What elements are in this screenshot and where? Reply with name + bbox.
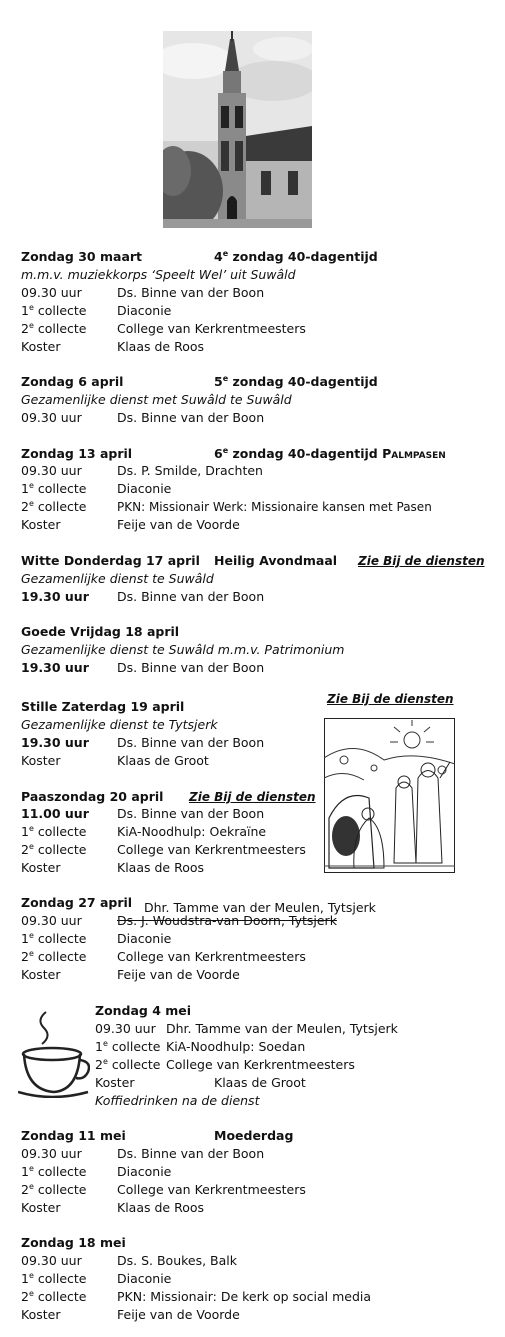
service-note: Gezamenlijke dienst te Suwâld <box>21 571 214 586</box>
row-value: Feije van de Voorde <box>117 1307 240 1322</box>
row-value: Ds. S. Boukes, Balk <box>117 1253 238 1268</box>
service-date: Witte Donderdag 17 april <box>21 553 200 568</box>
row-value: College van Kerkrentmeesters <box>117 842 306 857</box>
row-value: College van Kerkrentmeesters <box>117 949 306 964</box>
row-label: 2e collecte <box>95 1057 161 1072</box>
row-label: 09.30 uur <box>21 913 82 928</box>
service-theme: 5e zondag 40-dagentijd <box>214 374 378 389</box>
row-value: Ds. Binne van der Boon <box>117 285 265 300</box>
service-date: Stille Zaterdag 19 april <box>21 699 185 714</box>
see-services-link[interactable]: Zie Bij de diensten <box>358 554 485 568</box>
service-theme: Moederdag <box>214 1128 294 1143</box>
row-label: 1e collecte <box>21 303 87 318</box>
service-date: Zondag 11 mei <box>21 1128 126 1143</box>
row-label: Koster <box>21 339 61 354</box>
service-theme: 4e zondag 40-dagentijd <box>214 249 378 264</box>
service-note: Gezamenlijke dienst te Tytsjerk <box>21 717 218 732</box>
row-value: Ds. Binne van der Boon <box>117 589 265 604</box>
row-label: 2e collecte <box>21 1182 87 1197</box>
service-note: Gezamenlijke dienst te Suwâld m.m.v. Patrimonium <box>21 642 345 657</box>
row-value: Klaas de Roos <box>117 860 205 875</box>
row-label: Koster <box>21 1307 61 1322</box>
replacement-minister: Dhr. Tamme van der Meulen, Tytsjerk <box>144 900 376 915</box>
row-value: Klaas de Groot <box>117 753 209 768</box>
row-label: 09.30 uur <box>21 1253 82 1268</box>
row-value: KiA-Noodhulp: Soedan <box>166 1039 306 1054</box>
row-label: 1e collecte <box>21 1164 87 1179</box>
row-label: 2e collecte <box>21 321 87 336</box>
row-label: 19.30 uur <box>21 660 89 675</box>
row-label: 1e collecte <box>21 481 87 496</box>
row-value: Diaconie <box>117 1164 172 1179</box>
row-label: 09.30 uur <box>21 1146 82 1161</box>
row-label: 1e collecte <box>95 1039 161 1054</box>
service-theme: 6e zondag 40-dagentijd Palmpasen <box>214 446 446 461</box>
coffee-cup-icon <box>18 1010 90 1098</box>
row-label: 1e collecte <box>21 824 87 839</box>
service-note: m.m.v. muziekkorps ‘Speelt Wel’ uit Suwâld <box>21 267 296 282</box>
row-label: 1e collecte <box>21 1271 87 1286</box>
row-label: 09.30 uur <box>21 463 82 478</box>
service-date: Zondag 27 april <box>21 895 133 910</box>
row-value: Ds. P. Smilde, Drachten <box>117 463 263 478</box>
service-theme: Heilig Avondmaal <box>214 553 338 568</box>
see-services-link[interactable]: Zie Bij de diensten <box>189 790 316 804</box>
row-value: Feije van de Voorde <box>117 967 240 982</box>
row-value: Feije van de Voorde <box>117 517 240 532</box>
row-value: Diaconie <box>117 481 172 496</box>
church-tower-photo <box>163 31 312 228</box>
service-date: Zondag 4 mei <box>95 1003 192 1018</box>
row-label: Koster <box>21 967 61 982</box>
row-label: Koster <box>21 517 61 532</box>
see-services-link[interactable]: Zie Bij de diensten <box>327 692 454 706</box>
service-note: Koffiedrinken na de dienst <box>95 1093 260 1108</box>
row-value: Ds. Binne van der Boon <box>117 806 265 821</box>
easter-tomb-drawing <box>324 718 455 873</box>
service-date: Zondag 13 april <box>21 446 133 461</box>
row-value: Klaas de Groot <box>214 1075 306 1090</box>
row-value: College van Kerkrentmeesters <box>166 1057 355 1072</box>
row-label: Koster <box>21 753 61 768</box>
row-value: Klaas de Roos <box>117 339 205 354</box>
cancelled-minister: Ds. J. Woudstra-van Doorn, Tytsjerk <box>117 913 337 928</box>
row-label: 2e collecte <box>21 949 87 964</box>
row-value: Ds. Binne van der Boon <box>117 410 265 425</box>
row-label: 2e collecte <box>21 1289 87 1304</box>
row-value: Klaas de Roos <box>117 1200 205 1215</box>
service-date: Zondag 18 mei <box>21 1235 126 1250</box>
row-value: PKN: Missionair: De kerk op social media <box>117 1289 372 1304</box>
row-label: 19.30 uur <box>21 589 89 604</box>
row-value: College van Kerkrentmeesters <box>117 321 306 336</box>
row-label: Koster <box>21 860 61 875</box>
row-value: Diaconie <box>117 931 172 946</box>
row-label: 2e collecte <box>21 499 87 514</box>
service-note: Gezamenlijke dienst met Suwâld te Suwâld <box>21 392 292 407</box>
service-date: Goede Vrijdag 18 april <box>21 624 180 639</box>
row-value: College van Kerkrentmeesters <box>117 1182 306 1197</box>
row-value: Diaconie <box>117 1271 172 1286</box>
service-date: Zondag 30 maart <box>21 249 143 264</box>
service-date: Zondag 6 april <box>21 374 124 389</box>
row-value: KiA-Noodhulp: Oekraïne <box>117 824 267 839</box>
row-label: 09.30 uur <box>95 1021 156 1036</box>
row-label: 09.30 uur <box>21 285 82 300</box>
row-value: Ds. Binne van der Boon <box>117 660 265 675</box>
row-value: Diaconie <box>117 303 172 318</box>
service-date: Paaszondag 20 april <box>21 789 164 804</box>
row-label: Koster <box>95 1075 135 1090</box>
row-value: Dhr. Tamme van der Meulen, Tytsjerk <box>166 1021 398 1036</box>
row-label: 1e collecte <box>21 931 87 946</box>
row-value: Ds. Binne van der Boon <box>117 735 265 750</box>
row-label: 19.30 uur <box>21 735 89 750</box>
row-label: 2e collecte <box>21 842 87 857</box>
row-value: Ds. Binne van der Boon <box>117 1146 265 1161</box>
row-label: 11.00 uur <box>21 806 89 821</box>
row-value: PKN: Missionair Werk: Missionaire kansen met Pasen <box>117 500 432 514</box>
row-label: 09.30 uur <box>21 410 82 425</box>
row-label: Koster <box>21 1200 61 1215</box>
